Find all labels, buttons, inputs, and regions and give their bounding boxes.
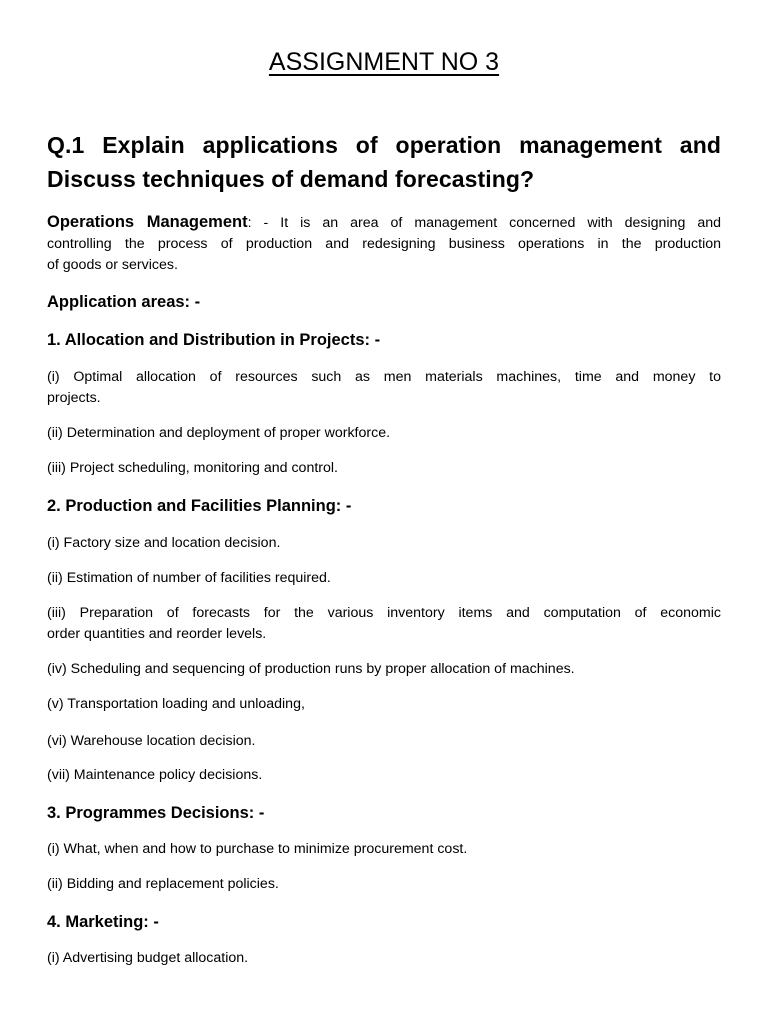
list-item: [47, 603, 721, 645]
list-item-line-1: (iii) Preparation of forecasts for the various inventory items and computation of economic: [47, 605, 721, 621]
list-item-line-2: projects.: [47, 390, 101, 406]
question-heading: [47, 128, 721, 196]
section-heading-4: 4. Marketing: -: [47, 913, 159, 931]
definition-first-line: [47, 212, 721, 234]
list-item-line-2: order quantities and reorder levels.: [47, 626, 267, 642]
application-areas-heading: Application areas: -: [47, 293, 201, 311]
list-item: (i) Advertising budget allocation.: [47, 950, 249, 966]
definition-separator: : -: [247, 215, 281, 231]
list-item: (i) Factory size and location decision.: [47, 535, 281, 551]
question-line-1: Q.1 Explain applications of operation management and: [47, 132, 721, 158]
definition-line-3: of goods or services.: [47, 257, 178, 273]
assignment-title-text: ASSIGNMENT NO 3: [268, 48, 500, 76]
definition-paragraph: [47, 212, 721, 276]
list-item: (ii) Determination and deployment of proper workforce.: [47, 425, 391, 441]
definition-line-1: It is an area of management concerned with designing and: [280, 215, 721, 231]
list-item: (ii) Bidding and replacement policies.: [47, 876, 279, 892]
list-item: (iii) Project scheduling, monitoring and control.: [47, 460, 338, 476]
definition-term: Operations Management: [47, 213, 248, 231]
list-item: (ii) Estimation of number of facilities required.: [47, 570, 331, 586]
definition-line-2: controlling the process of production and redesigning business operations in the production: [47, 236, 721, 252]
list-item: (vii) Maintenance policy decisions.: [47, 767, 263, 783]
list-item-line-1: (i) Optimal allocation of resources such as men materials machines, time and money to: [47, 369, 721, 385]
list-item: (vi) Warehouse location decision.: [47, 733, 256, 749]
list-item: (i) What, when and how to purchase to minimize procurement cost.: [47, 841, 468, 857]
list-item: [47, 367, 721, 409]
section-heading-1: 1. Allocation and Distribution in Projects: -: [47, 331, 381, 349]
assignment-title: [0, 44, 768, 80]
section-heading-3: 3. Programmes Decisions: -: [47, 804, 265, 822]
question-line-2: Discuss techniques of demand forecasting?: [47, 166, 535, 192]
list-item: (v) Transportation loading and unloading,: [47, 696, 305, 712]
list-item: (iv) Scheduling and sequencing of production runs by proper allocation of machines.: [47, 661, 575, 677]
section-heading-2: 2. Production and Facilities Planning: -: [47, 497, 352, 515]
